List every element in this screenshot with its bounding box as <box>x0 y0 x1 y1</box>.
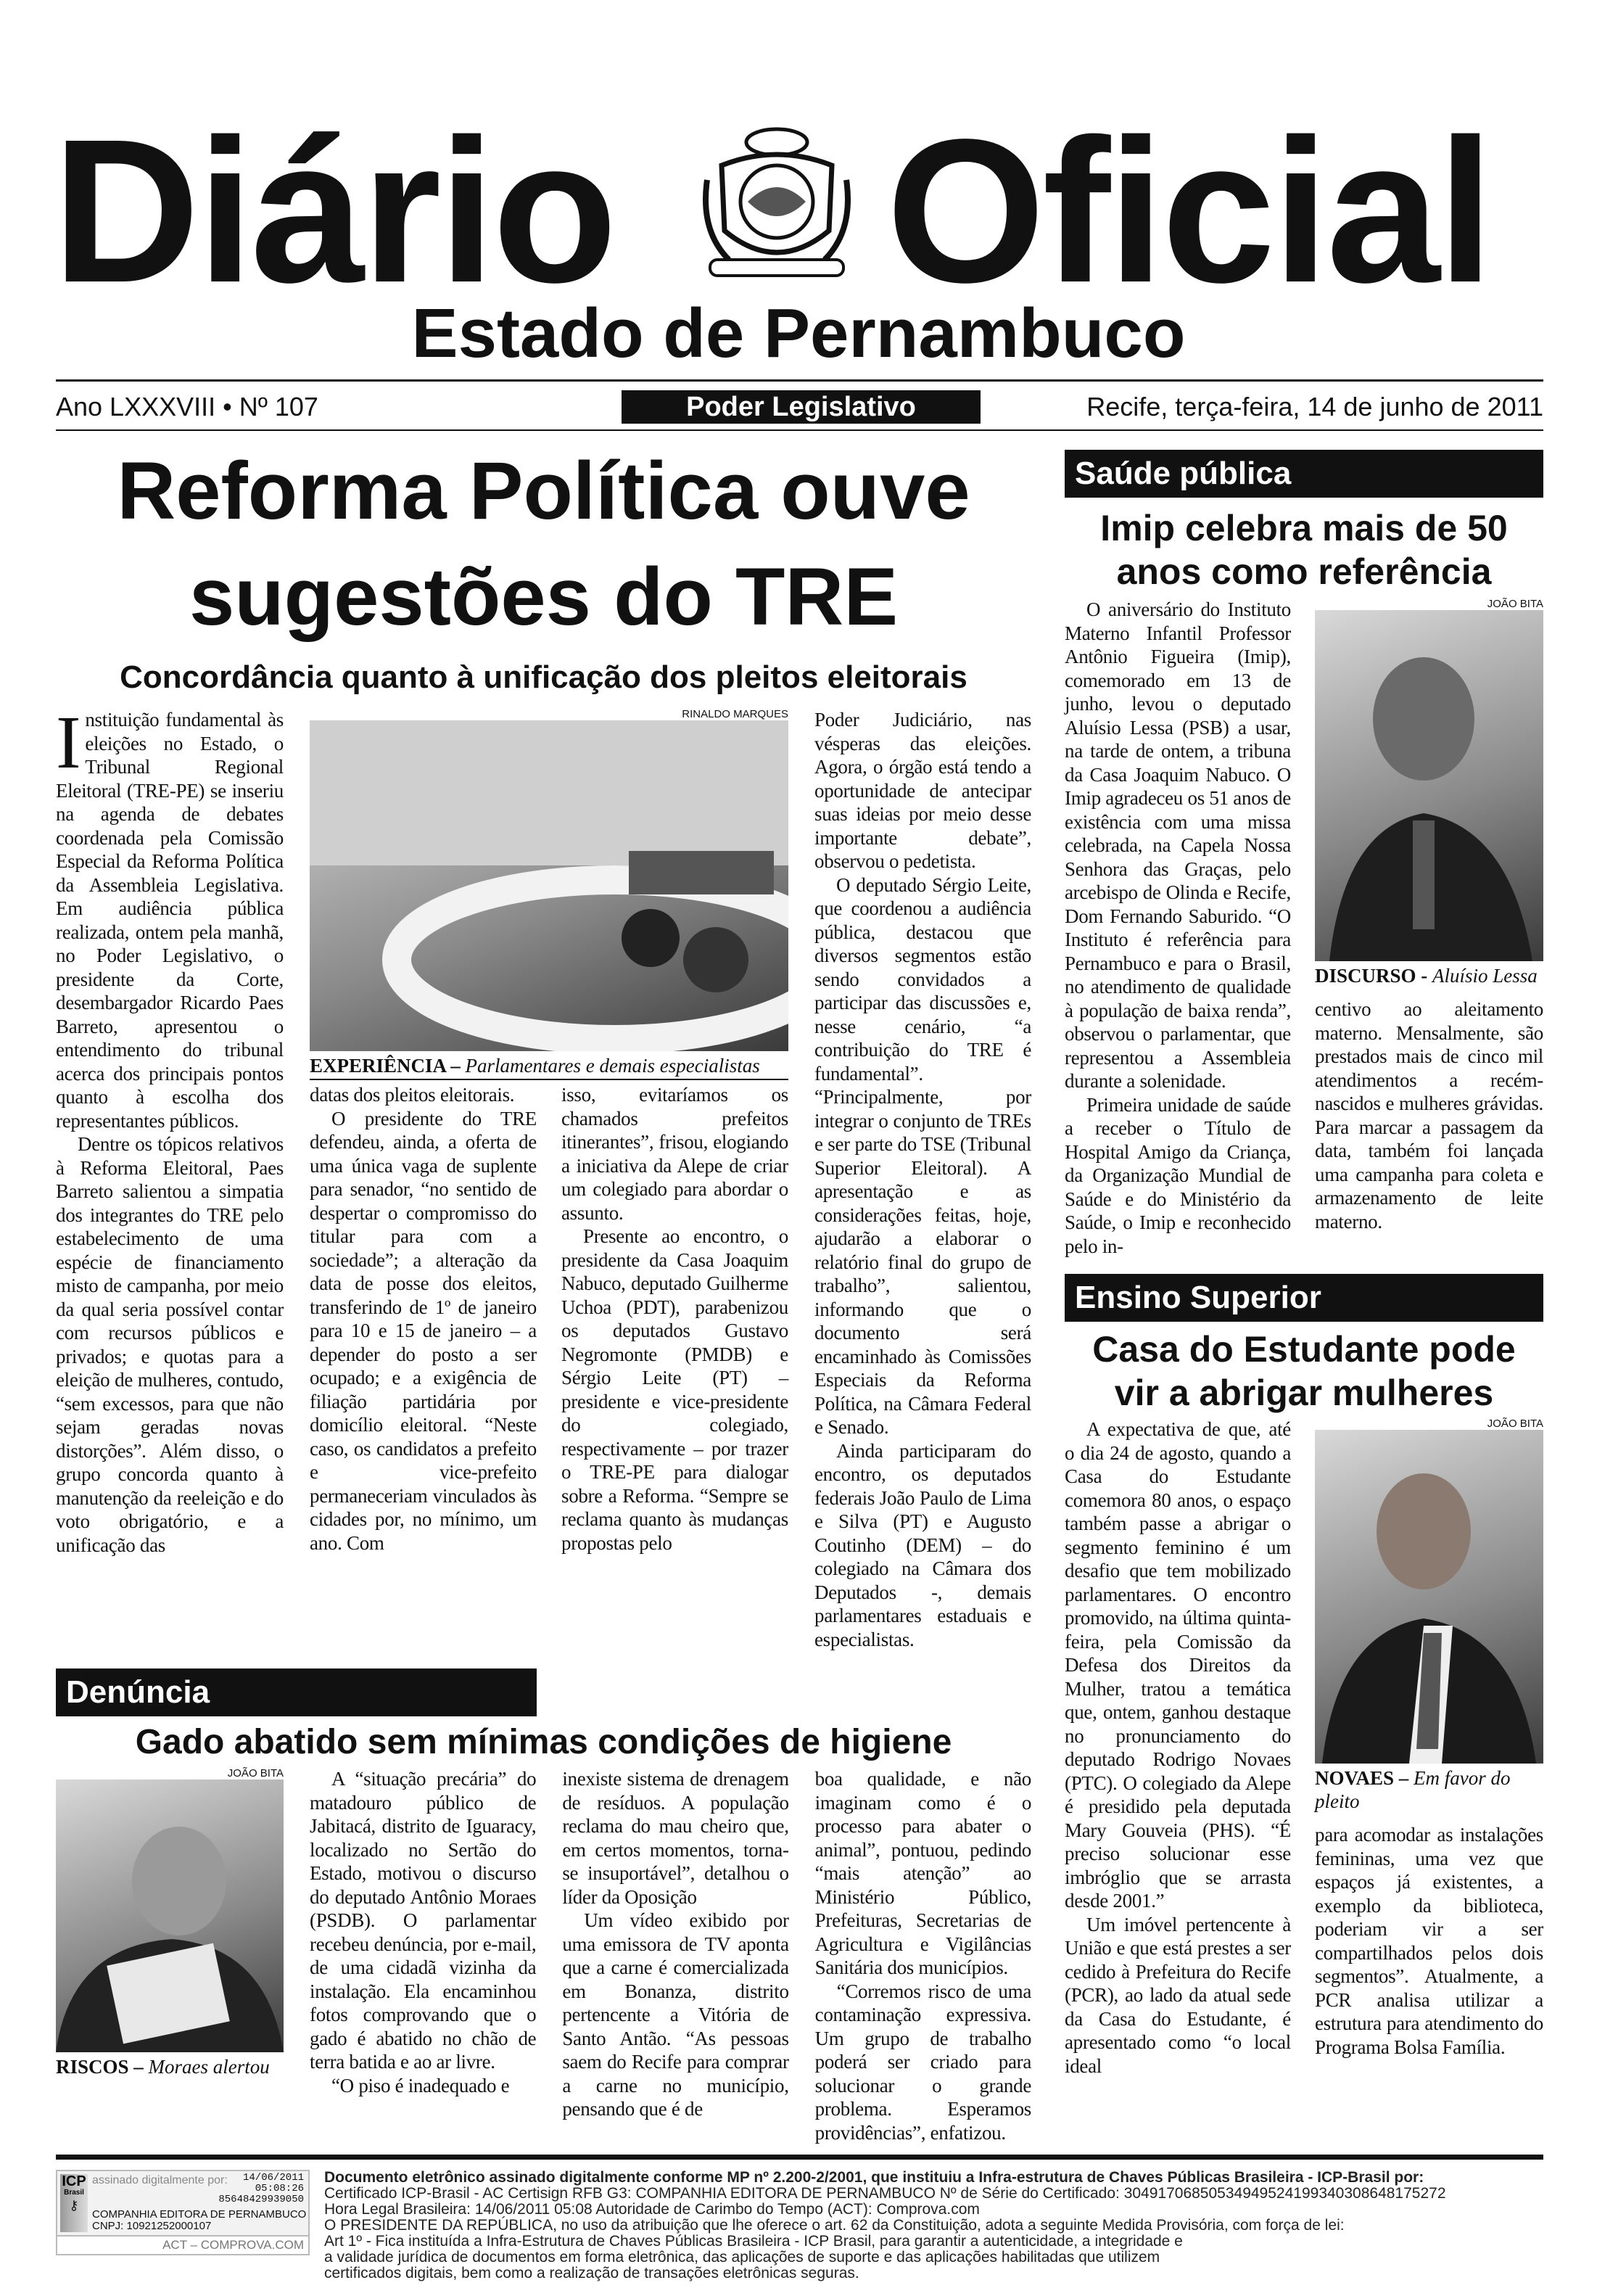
caption-text: Em favor do pleito <box>1315 1767 1511 1812</box>
photo-antonio-moraes <box>56 1779 284 2052</box>
stamp-time: 05:08:26 <box>255 2183 304 2194</box>
ensino-column-a <box>1065 1417 1291 2078</box>
paragraph: Primeira unidade de saúde a receber o Título de Hospital Amigo da Criança, da Organização Mundial de Saúde e do Ministério da Saúde, o Imip e reconhecido pelo in- <box>1065 1093 1291 1257</box>
photo-caption <box>1315 964 1543 987</box>
denuncia-column-1 <box>310 1767 536 2097</box>
logo-text: ICP <box>62 2173 86 2189</box>
paragraph: Ainda participaram do encontro, os deputados federais João Paulo de Lima e Silva (PT) e Augusto Coutinho (DEM) – do colegiado na Câmara dos Deputados -, demais parlamentares estaduais e especialistas. <box>814 1439 1031 1650</box>
paragraph: “O piso é inadequado e <box>331 2074 510 2097</box>
headline-line: Casa do Estudante pode <box>1092 1329 1516 1370</box>
paragraph: boa qualidade, e não imaginam como é o processo para abater o animal”, pontuou, pedindo “mais atenção” ao Ministério Público, Prefeituras, Secretarias de Agricultura e Vigilâncias Sanitária dos municípios. <box>814 1768 1032 1978</box>
act-label: ACT – COMPROVA.COM <box>57 2235 308 2254</box>
photo-aluisio-lessa <box>1315 610 1543 961</box>
stamp-serial: 85648429939050 <box>218 2194 304 2205</box>
icp-brasil-logo <box>60 2174 88 2232</box>
paragraph: “Corremos risco de uma contaminação expressiva. Um grupo de trabalho poderá ser criado para solucionar o grande problema. Esperamos providências”, enfatizou. <box>814 1980 1032 2144</box>
caption-label: NOVAES – <box>1315 1767 1409 1789</box>
issue-date: Recife, terça-feira, 14 de junho de 2011 <box>1086 392 1543 421</box>
legal-notice <box>324 2170 1543 2281</box>
paragraph: centivo ao aleitamento materno. Mensalmente, são prestados mais de cinco mil atendimentos a recém-nascidos e mulheres grávidas. Para marcar a passagem da data, também foi lançada uma campanha para coleta e armazenamento de leite materno. <box>1315 998 1543 1233</box>
photo-caption <box>310 1054 788 1077</box>
paragraph: A expectativa de que, até o dia 24 de agosto, quando a Casa do Estudante comemora 80 anos, o espaço também passe a abrigar o segmento feminino é um desafio que tem mobilizado parlamentares. O encontro promovido, na última quinta-feira, pela Comissão da Defesa dos Direitos da Mulher, tratou a temática que, ontem, ganhou destaque no pronunciamento do deputado Rodrigo Novaes (PTC). O colegiado da Alepe é presidido pela deputada Mary Gouveia (PHS). “É preciso solucionar esse imbróglio que se arrasta desde 2001.” <box>1065 1418 1291 1912</box>
photo-rodrigo-novaes <box>1315 1430 1543 1764</box>
denuncia-column-2 <box>562 1767 788 2121</box>
company-cnpj: CNPJ: 10921252000107 <box>92 2220 212 2232</box>
paragraph: A “situação precária” do matadouro público de Jabitacá, distrito de Iguaracy, localizado no Sertão do Estado, motivou o discurso do deputado Antônio Moraes (PSDB). O parlamentar recebeu denúncia, por e-mail, de uma cidadã vizinha da instalação. Ela encaminhou fotos comprovando que o gado é abatido no chão de terra batida e ao ar livre. <box>310 1768 537 2073</box>
masthead-word-diario: Diário <box>52 96 615 325</box>
main-headline <box>56 438 1031 650</box>
paragraph: Um imóvel pertencente à União e que está prestes a ser cedido à Prefeitura do Recife (PCR), ao lado da atual sede da Casa do Estudante, é apresentado como “o local ideal <box>1065 1913 1291 2077</box>
legal-line: Hora Legal Brasileira: 14/06/2011 05:08 Autoridade de Carimbo do Tempo (ACT): Comprova.com <box>324 2201 980 2218</box>
footer-body <box>56 2170 1543 2281</box>
saude-headline <box>1065 506 1543 593</box>
divider <box>310 1079 788 1080</box>
denuncia-headline: Gado abatido sem mínimas condições de higiene <box>135 1723 952 1761</box>
paragraph: O aniversário do Instituto Materno Infantil Professor Antônio Figueira (Imip), comemorado em 13 de junho, levou o deputado Aluísio Lessa (PSB) a usar, na tarde de ontem, a tribuna da Casa Joaquim Nabuco. O Imip agradeceu os 51 anos de existência com uma missa celebrada, na Capela Nossa Senhora das Graças, pelo arcebispo de Olinda e Recife, Dom Fernando Saburido. “O Instituto é referência para Pernambuco e para o Brasil, no atendimento de qualidade à população de baixa renda”, observou o parlamentar, que representou a Assembleia durante a solenidade. <box>1065 598 1291 1092</box>
main-subheadline: Concordância quanto à unificação dos pleitos eleitorais <box>120 659 967 695</box>
saude-column-b <box>1315 997 1543 1233</box>
footer <box>56 2155 1543 2281</box>
right-area <box>1065 438 1543 2078</box>
timestamp-block <box>218 2173 304 2205</box>
photo-caption <box>1315 1766 1543 1813</box>
masthead-subtitle: Estado de Pernambuco <box>411 295 1186 372</box>
section-bar-ensino: Ensino Superior <box>1065 1274 1543 1322</box>
headline-line: Reforma Política ouve <box>117 445 970 536</box>
company-name: COMPANHIA EDITORA DE PERNAMBUCO <box>92 2208 307 2221</box>
section-bar-denuncia: Denúncia <box>56 1668 537 1716</box>
edition-number: Ano LXXXVIII • Nº 107 <box>56 392 318 421</box>
footer-divider <box>56 2155 1543 2160</box>
caption-text: Parlamentares e demais especialistas <box>465 1055 760 1077</box>
headline-line: Imip celebra mais de 50 <box>1100 508 1508 548</box>
masthead-word-oficial: Oficial <box>886 96 1491 325</box>
legal-line: Documento eletrônico assinado digitalmente conforme MP nº 2.200-2/2001, que instituiu a Infra-estrutura de Chaves Públicas Brasileira - ICP-Brasil por: <box>324 2169 1424 2186</box>
legal-line: O PRESIDENTE DA REPÚBLICA, no uso da atribuição que lhe oferece o art. 62 da Constituição, adota a seguinte Medida Provisória, com força de lei: <box>324 2217 1345 2234</box>
main-column-4 <box>814 708 1031 1651</box>
key-icon: ⚷ <box>69 2198 79 2213</box>
photo-credit: JOÃO BITA <box>1487 1417 1543 1430</box>
left-area <box>56 438 1031 2144</box>
ensino-body <box>1065 1417 1543 2078</box>
section-bar-saude: Saúde pública <box>1065 450 1543 498</box>
ensino-column-b <box>1315 1823 1543 2059</box>
caption-label: EXPERIÊNCIA – <box>310 1055 461 1077</box>
section-label: Poder Legislativo <box>622 390 981 424</box>
drop-cap: I <box>56 701 81 784</box>
paragraph: Dentre os tópicos relativos à Reforma Eleitoral, Paes Barreto salientou a simpatia dos integrantes do TRE pelo estabelecimento de uma espécie de financiamento misto de campanha, por meio da qual seria possível contar com recursos públicos e privados; e quotas para a eleição de mulheres, contudo, “sem excessos, para que não sejam geradas novas distorções”. Além disso, o grupo concorda quanto à manutenção da reeleição e do voto obrigatório, e a unificação das <box>56 1133 284 1556</box>
caption-text: Aluísio Lessa <box>1432 965 1538 987</box>
paragraph: isso, evitaríamos os chamados prefeitos itinerantes”, frisou, elogiando a iniciativa da Alepe de criar um colegiado para abordar o assunto. <box>561 1084 788 1224</box>
legal-line: Certificado ICP-Brasil - AC Certisign RFB G3: COMPANHIA EDITORA DE PERNAMBUCO Nº de Série do Certificado: 30491706850534949524199340308648175272 <box>324 2185 1446 2202</box>
page-content <box>56 0 1543 2144</box>
saude-photo-block <box>1315 598 1543 1233</box>
caption-label: RISCOS – <box>56 2056 144 2078</box>
photo-credit: RINALDO MARQUES <box>682 708 788 720</box>
main-column-1 <box>56 701 284 1557</box>
headline-line: vir a abrigar mulheres <box>1114 1373 1494 1413</box>
headline-line: anos como referência <box>1116 551 1492 592</box>
denuncia-column-3 <box>815 1767 1031 2144</box>
paragraph: Presente ao encontro, o presidente da Casa Joaquim Nabuco, deputado Guilherme Uchoa (PDT), parabenizou os deputados Gustavo Negromonte (PMDB) e Sérgio Leite (PT) – presidente e vice-presidente do colegiado, respectivamente – por trazer o TRE-PE para dialogar sobre a Reforma. “Sempre se reclama quanto às mudanças propostas pelo <box>561 1225 788 1554</box>
denuncia-body <box>56 1767 1031 2144</box>
main-center-block <box>310 708 788 1555</box>
paragraph: nstituição fundamental às eleições no Estado, o Tribunal Regional Eleitoral (TRE-PE) se inseriu na agenda de debates coordenada pela Comissão Especial da Reforma Política da Assembleia Legislativa. Em audiência pública realizada, ontem pela manhã, no Poder Legislativo, o presidente da Corte, desembargador Ricardo Paes Barreto, apresentou o entendimento do tribunal acerca dos principais pontos quanto à escolha dos representantes públicos. <box>56 709 284 1132</box>
photo-legislative-hearing <box>310 720 788 1051</box>
paragraph: datas dos pleitos eleitorais. <box>310 1084 515 1106</box>
photo-credit: JOÃO BITA <box>227 1767 284 1779</box>
main-center-columns <box>310 1083 788 1555</box>
paragraph: O deputado Sérgio Leite, que coordenou a audiência pública, destacou que diversos segmentos estão sendo convidados a participar das discussões e, nesse cenário, “a contribuição do TRE é fundamental”. “Principalmente, por integrar o conjunto de TREs e ser parte do TSE (Tribunal Superior Eleitoral). A apresentação e as considerações feitas, hoje, ajudarão a elaborar o relatório final do grupo de trabalho”, salientou, informando que o documento será encaminhado às Comissões Especiais da Reforma Política, na Câmara Federal e Senado. <box>814 873 1031 1438</box>
caption-text: Moraes alertou <box>148 2056 270 2078</box>
paragraph: para acomodar as instalações femininas, uma vez que espaços já existentes, a exemplo da biblioteca, poderiam vir a ser compartilhados pelos dois segmentos”. Atualmente, a PCR analisa utilizar a estrutura para atendimento do Programa Bolsa Família. <box>1315 1824 1543 2058</box>
paragraph: Um vídeo exibido por uma emissora de TV aponta que a carne é comercializada em Bonanza, distrito pertencente a Vitória de Santo Antão. “As pessoas saem do Recife para comprar a carne no município, pensando que é de <box>562 1909 789 2120</box>
ensino-photo-block <box>1315 1417 1543 2059</box>
digital-signature-stamp <box>56 2170 310 2255</box>
legal-line: Art 1º - Fica instituída a Infra-Estrutura de Chaves Públicas Brasileira - ICP Brasil, para garantir a autenticidade, a integridade e a validade jurídica de documentos em forma eletrônica, das aplicações de suporte e das aplicações habilitadas que utilizem certificados digitais, bem como a realização de transações eletrônicas seguras. <box>324 2233 1183 2281</box>
stamp-date: 14/06/2011 <box>242 2172 304 2184</box>
saude-column-a <box>1065 598 1291 1258</box>
denuncia-photo-block <box>56 1767 284 2078</box>
paragraph: Poder Judiciário, nas vésperas das eleições. Agora, o órgão está tendo a oportunidade de antecipar suas ideias por meio desse importante debate”, observou o pedetista. <box>814 709 1031 872</box>
paragraph: O presidente do TRE defendeu, ainda, a oferta de uma única vaga de suplente para senador, “no sentido de despertar o compromisso do titular para com a sociedade”; a alteração da data de posse dos eleitos, transferindo de 1º de janeiro para 10 e 15 de janeiro – a depender do posto a ser ocupado; e a exigência de filiação partidária por domicílio eleitoral. “Neste caso, os candidatos a prefeito e vice-prefeito permaneceriam vinculados às cidades por, no mínimo, um ano. Com <box>310 1107 537 1554</box>
caption-label: DISCURSO - <box>1315 965 1428 987</box>
main-column-3 <box>561 1083 788 1555</box>
main-column-2 <box>310 1083 537 1555</box>
logo-text: Brasil <box>64 2189 84 2197</box>
saude-body <box>1065 598 1543 1258</box>
ensino-headline <box>1065 1328 1543 1415</box>
main-article-body <box>56 701 1031 1651</box>
company-block <box>92 2209 306 2232</box>
photo-caption <box>56 2055 284 2078</box>
photo-credit: JOÃO BITA <box>1487 598 1543 610</box>
headline-line: sugestões do TRE <box>189 551 899 642</box>
paragraph: inexiste sistema de drenagem de resíduos. A população reclama do mau cheiro que, em certos momentos, torna-se insuportável”, detalhou o líder da Oposição <box>562 1768 789 1908</box>
signed-by-label: assinado digitalmente por: <box>92 2174 228 2186</box>
